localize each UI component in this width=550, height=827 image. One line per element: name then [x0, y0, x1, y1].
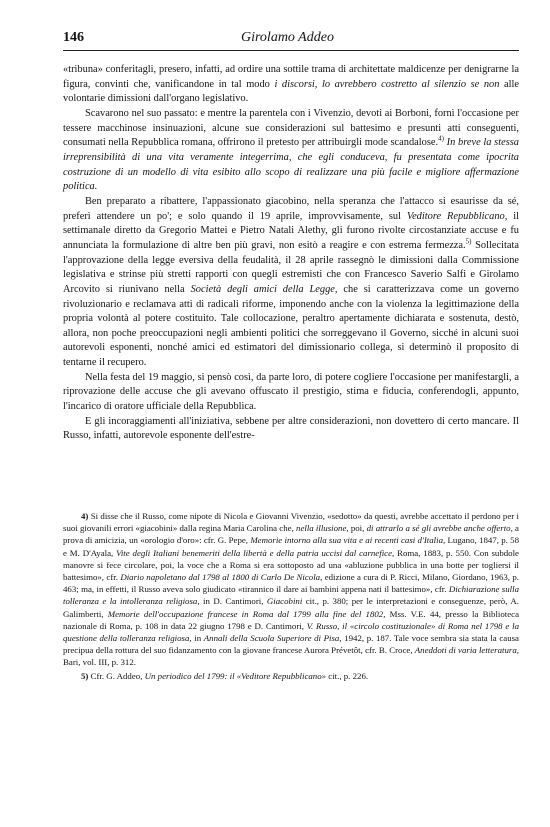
paragraph-3: Ben preparato a ribattere, l'appassionato giacobino, nella speranza che l'attacco si esaurisse da sé, preferì attendere un po'; e solo quando il 19 aprile, improvvisamente, sul Veditore Repubblicano, il settimanale diretto da Gregorio Mattei e Pietro Natali Alethy, gli furono rivolte circostanziate accuse e fu annunciata la formulazione di altre ben più gravi, non esitò a reagire e con estrema fermezza.$^{5)}$ Sollecitata l'approvazione della legge eversiva della feudalità, il 28 aprile rassegnò le dimissioni dalla Commissione legislativa e strinse più stretti rapporti con quegli estremisti che con Francesco Saverio Salfi e Girolamo Arcovito si riunivano nella Società degli amici della Legge, che si caratterizzava come un governo rivoluzionario e reclamava atti di radicali riforme, imponendo anche con la violenza la legittimazione della propria volontà al potere costituito. Tale collocazione, peraltro apertamente dichiarata e sostenuta, destò, allora, non poche preoccupazioni negli ambienti politici che sorreggevano il Governo, sicché in alcuni suoi autorevoli esponenti, nonché amici ed estimatori del dimissionario collega, si determinò il proposito di tentarne il recupero. [63, 195, 519, 369]
paragraph-5: E gli incoraggiamenti all'iniziativa, sebbene per altre considerazioni, non dovettero di certo mancare. Il Russo, infatti, autorevole esponente dell'estre- [63, 415, 519, 442]
running-head: Girolamo Addeo [241, 30, 334, 45]
footnote-ref-5[interactable]: 5) [465, 237, 472, 246]
paragraph-2: Scavarono nel suo passato: e mentre la parentela con i Vivenzio, devoti ai Borboni, fornì l'occasione per tessere macchinose insinuazioni, alcune sue considerazioni sul battesimo e presunti atti conseguenti, consumati nella Repubblica romana, offrirono il pretesto per attribuirgli mode scandalose.$^{4)}$ In breve la stessa irreprensibilità di una vita veramente integerrima, che egli conduceva, fu presentata come ipocrita costruzione di un modello di vita esibito allo scopo di realizzare una più facile e migliore affermazione politica. [63, 107, 519, 193]
paragraph-4: Nella festa del 19 maggio, si pensò così, da parte loro, di potere cogliere l'occasione per manifestargli, a riprovazione delle accuse che gli avevano offuscato il prestigio, stima e fiducia, conferendogli, appunto, l'incarico di oratore ufficiale della Repubblica. [63, 371, 519, 413]
footnotes [63, 510, 519, 682]
header-rule [63, 50, 519, 51]
footnote-5: 5) Cfr. G. Addeo, Un periodico del 1799: il «Veditore Repubblicano» cit., p. 226. [81, 670, 369, 681]
footnote-ref-4[interactable]: 4) [438, 134, 444, 143]
footnote-4: 4) Si disse che il Russo, come nipote di Nicola e Giovanni Vivenzio, «sedotto» da questi, avrebbe accettato il perdono per i suoi giovanili errori «giacobini» dalla regina Maria Carolina che, nella illusione, poi, di attrarlo a sé gli avrebbe anche offerto, a prova di amicizia, un «orologio d'oro»: cfr. G. Pepe, Memorie intorno alla sua vita e ai recenti casi d'Italia, Lugano, 1847, p. 58 e M. D'Ayala, Vite degli Italiani benemeriti della libertà e della patria uccisi dal carnefice, Roma, 1883, p. 550. Con subdole manovre si fece circolare, poi, la voce che a Roma si era sottoposto ad una «abluzione pubblica in una botte per togliersi il battesimo», cfr. Diario napoletano dal 1798 al 1800 di Carlo De Nicola, edizione a cura di P. Ricci, Milano, Giordano, 1963, p. 463; ma, in effetti, il Russo aveva solo giudicato «tirannico il dare ai bambini appena nati il battesimo», cfr. Dichiarazione sulla tolleranza e la intolleranza religiosa, in D. Cantimori, Giacobini cit., p. 380; per le interpretazioni e conseguenze, però, A. Galimberti, Memorie dell'occupazione francese in Roma dal 1799 alla fine del 1802, Mss. V.E. 44, presso la Biblioteca nazionale di Roma, p. 108 in data 22 giugno 1798 e D. Cantimori, V. Russo, il «circolo costituzionale» di Roma nel 1798 e la questione della tolleranza religiosa, in Annali della Scuola Superiore di Pisa, 1942, p. 187. Tale voce sembra sia stata la causa precipua della rottura del suo fidanzamento con la giovane francese Aurora Prévetôt, cfr. B. Croce, Aneddoti di varia letteratura, Bari, vol. III, p. 312. [63, 511, 520, 668]
page-number: 146 [63, 30, 84, 45]
page-header [63, 30, 519, 48]
main-text [63, 63, 519, 444]
paragraph-1: «tribuna» conferitagli, presero, infatti, ad ordire una sottile trama di architettate maldicenze per denigrarne la figura, convinti che, vanificandone in tal modo i discorsi, lo avrebbero costretto al silenzio se non alle volontarie dimissioni dall'organo legislativo. [63, 64, 519, 105]
